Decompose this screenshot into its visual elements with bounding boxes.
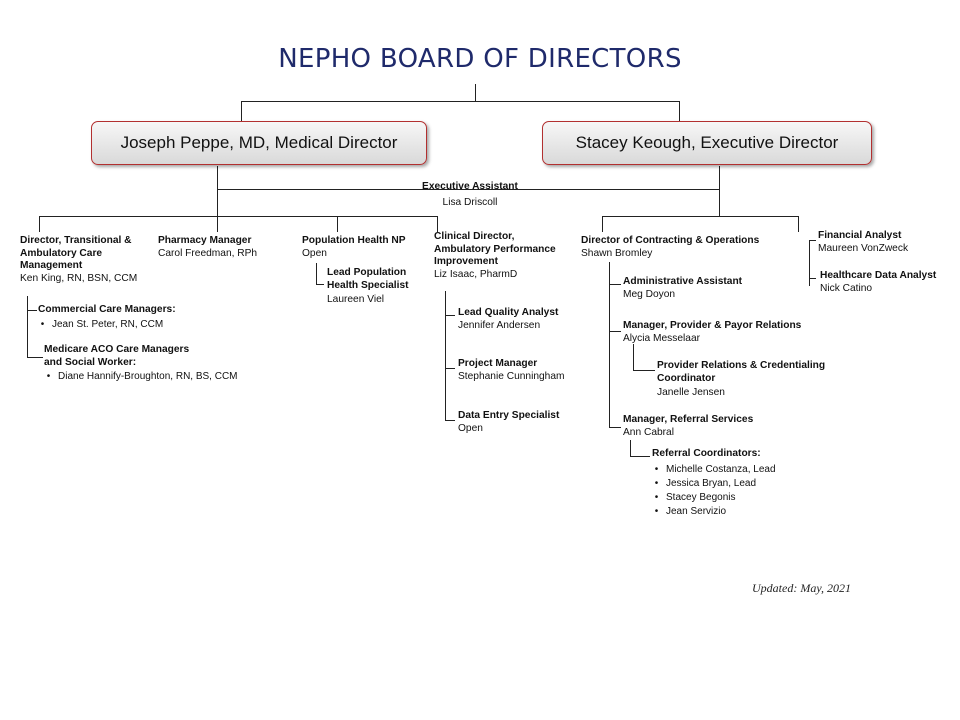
name: Laureen Viel [327, 294, 385, 305]
role: Manager, Referral Services [623, 414, 754, 425]
role: Data Entry Specialist [458, 410, 560, 421]
name: Shawn Bromley [581, 247, 653, 259]
name: Ann Cabral [623, 426, 674, 438]
role-line: Director, Transitional & [20, 235, 132, 246]
name: Alycia Messelaar [623, 332, 700, 344]
role-line: and Social Worker: [44, 356, 137, 368]
role-line: Ambulatory Care [20, 247, 103, 259]
data-entry-specialist [458, 410, 578, 435]
member-list [652, 463, 832, 520]
name: Stephanie Cunningham [458, 370, 565, 382]
chart-title: NEPHO BOARD OF DIRECTORS [278, 44, 682, 74]
name: Nick Catino [820, 282, 873, 294]
member: • Stacey Begonis [652, 492, 736, 504]
role: Commercial Care Managers: [38, 304, 176, 315]
member: • Jean St. Peter, RN, CCM [38, 318, 164, 330]
role-line: Provider Relations & Credentialing [657, 360, 826, 371]
administrative-assistant [623, 276, 803, 301]
contracting-director [581, 235, 781, 260]
role-line: Management [20, 260, 83, 271]
role-line: Coordinator [657, 372, 716, 384]
name: Open [458, 422, 483, 434]
role: Pharmacy Manager [158, 235, 252, 246]
name: Lisa Driscoll [442, 196, 498, 208]
role: Referral Coordinators: [652, 448, 761, 459]
referral-coordinators [652, 448, 832, 520]
commercial-care-managers [38, 304, 238, 331]
name: Open [302, 247, 327, 259]
role-line: Medicare ACO Care Managers [44, 344, 190, 355]
role: Healthcare Data Analyst [820, 270, 937, 281]
role: Manager, Provider & Payor Relations [623, 320, 802, 331]
name: Jennifer Andersen [458, 319, 541, 331]
lead-quality-analyst [458, 307, 578, 332]
provider-payor-manager [623, 320, 823, 345]
referral-services-manager [623, 414, 803, 439]
credentialing-coordinator [657, 360, 847, 400]
role-line: Improvement [434, 256, 498, 267]
role: Director of Contracting & Operations [581, 235, 760, 246]
name: Janelle Jensen [657, 387, 725, 398]
transitional-director [20, 235, 150, 285]
role: Financial Analyst [818, 230, 902, 241]
clinical-director [434, 231, 574, 281]
medical-director-box: Joseph Peppe, MD, Medical Director [91, 121, 427, 165]
role-line: Health Specialist [327, 279, 409, 291]
role: Administrative Assistant [623, 276, 743, 287]
healthcare-data-analyst [820, 270, 955, 295]
member: • Jean Servizio [652, 506, 727, 518]
pharmacy-manager [158, 235, 288, 260]
role: Lead Quality Analyst [458, 307, 559, 318]
member: • Jessica Bryan, Lead [652, 477, 757, 489]
role-line: Clinical Director, [434, 231, 515, 242]
financial-analyst [818, 230, 948, 255]
population-health-np [302, 235, 432, 260]
updated-note: Updated: May, 2021 [752, 581, 851, 595]
name: Liz Isaac, PharmD [434, 268, 518, 280]
role: Executive Assistant [422, 181, 518, 192]
medicare-care-managers [44, 344, 274, 383]
role: Population Health NP [302, 235, 406, 246]
role-line: Ambulatory Performance [434, 243, 556, 255]
name: Ken King, RN, BSN, CCM [20, 272, 138, 284]
project-manager [458, 358, 578, 383]
role: Project Manager [458, 358, 538, 369]
name: Meg Doyon [623, 288, 676, 300]
executive-director-box: Stacey Keough, Executive Director [542, 121, 872, 165]
role-line: Lead Population [327, 267, 407, 278]
executive-assistant [390, 181, 550, 209]
name: Maureen VonZweck [818, 242, 909, 254]
lead-population-health-specialist [327, 267, 437, 307]
name: Carol Freedman, RPh [158, 247, 258, 259]
member: • Michelle Costanza, Lead [652, 463, 776, 475]
member: • Diane Hannify-Broughton, RN, BS, CCM [44, 371, 238, 382]
